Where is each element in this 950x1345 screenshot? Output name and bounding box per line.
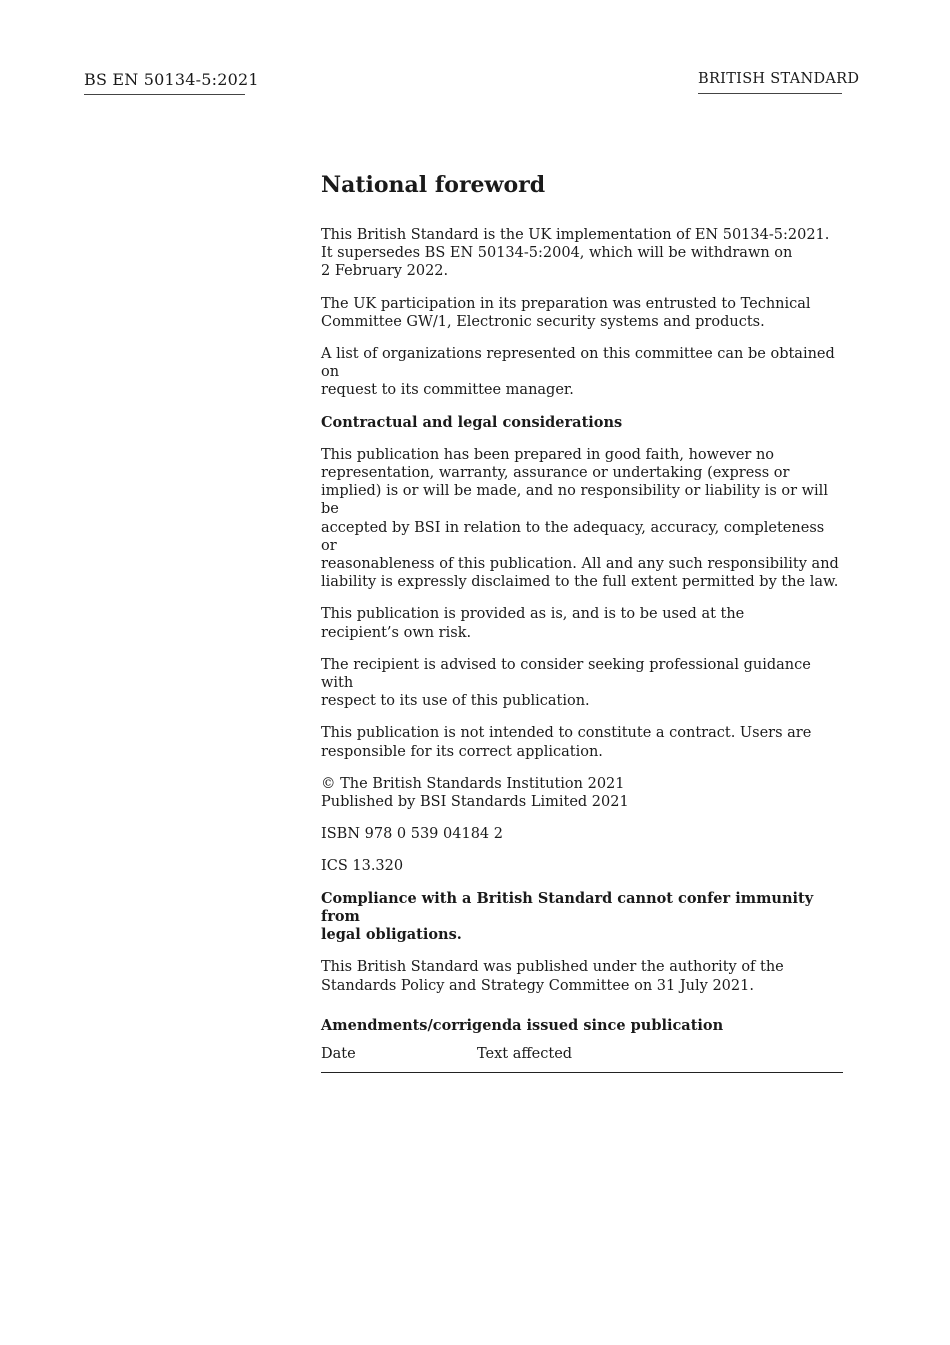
not-contract-paragraph: This publication is not intended to constitute a contract. Users are responsible for its correct application. [321,725,812,760]
foreword-section [321,170,843,1073]
published-paragraph: This British Standard was published under the authority of the Standards Policy and Strategy Committee on 31 July 2021. [321,959,784,994]
participation-paragraph: The UK participation in its preparation was entrusted to Technical Committee GW/1, Electronic security systems and products. [321,295,811,330]
amendments-column-text-affected: Text affected [477,1045,573,1062]
standard-type-label: BRITISH STANDARD [698,71,842,94]
good-faith-paragraph: This publication has been prepared in good faith, however no representation, warranty, assurance or undertaking (express or implied) is or will be made, and no responsibility or liability is or will be accepted by BSI in relation to the adequacy, accuracy, completeness or reasonableness of this publication. All and any such responsibility and liability is expressly disclaimed to the full extent permitted by the law. [321,446,839,591]
amendments-heading: Amendments/corrigenda issued since publication [321,1016,724,1034]
as-is-paragraph: This publication is provided as is, and is to be used at the recipient’s own risk. [321,606,745,641]
amendments-column-date: Date [321,1045,356,1062]
copyright-paragraph: © The British Standards Institution 2021 Published by BSI Standards Limited 2021 [321,775,629,811]
isbn-line: ISBN 978 0 539 04184 2 [321,826,503,843]
guidance-paragraph: The recipient is advised to consider seeking professional guidance with respect to its use of this publication. [321,656,811,710]
amendments-table [321,1045,843,1073]
organizations-paragraph: A list of organizations represented on this committee can be obtained on request to its committee manager. [321,346,835,399]
contractual-heading: Contractual and legal considerations [321,413,623,431]
document-id: BS EN 50134-5:2021 [84,70,245,95]
intro-paragraph: This British Standard is the UK implementation of EN 50134-5:2021. It supersedes BS EN 50134-5:2004, which will be withdrawn on 2 February 2022. [321,227,830,280]
compliance-notice: Compliance with a British Standard cannot confer immunity from legal obligations. [321,889,814,944]
page-title: National foreword [321,172,546,198]
ics-line: ICS 13.320 [321,858,404,875]
